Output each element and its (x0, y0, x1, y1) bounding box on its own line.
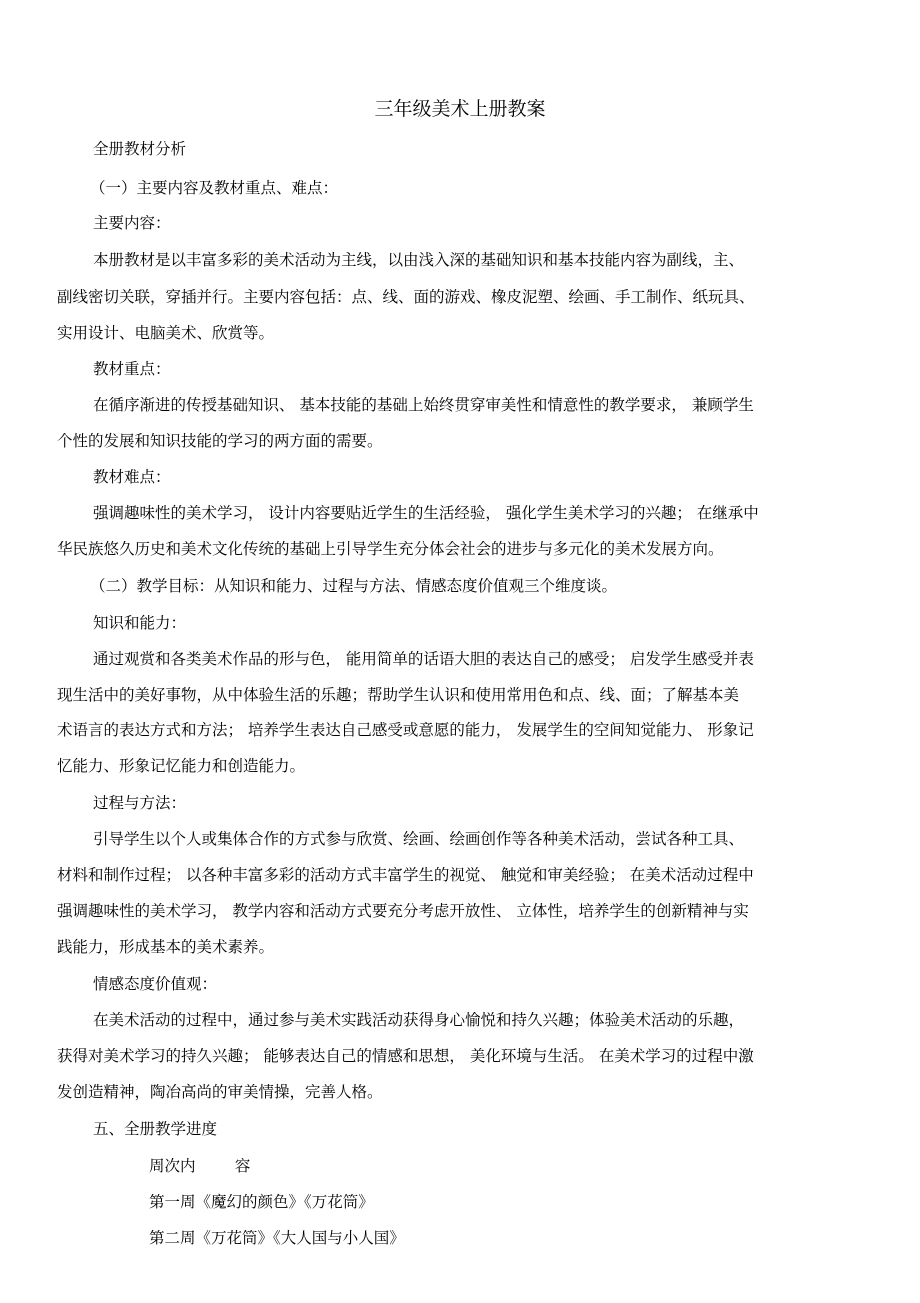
schedule-header: 周次内 容 (149, 1157, 251, 1175)
subheading: 情感态度价值观： (93, 975, 218, 993)
paragraph-line: 发创造精神，陶冶高尚的审美情操，完善人格。 (57, 1083, 383, 1101)
paragraph-line: 通过观赏和各类美术作品的形与色， 能用简单的话语大胆的表达自己的感受； 启发学生感受并表 (93, 650, 754, 668)
paragraph-line: 强调趣味性的美术学习， 设计内容要贴近学生的生活经验， 强化学生美术学习的兴趣； 在继承中 (93, 504, 759, 522)
paragraph-line: 强调趣味性的美术学习， 教学内容和活动方式要充分考虑开放性、 立体性，培养学生的创新精神与实 (57, 902, 749, 920)
paragraph-line: 副线密切关联，穿插并行。主要内容包括：点、线、面的游戏、橡皮泥塑、绘画、手工制作、纸玩具、 (57, 288, 755, 306)
paragraph-line: 术语言的表达方式和方法； 培养学生表达自己感受或意愿的能力， 发展学生的空间知觉能力、 形象记 (57, 721, 754, 739)
paragraph-line: 材料和制作过程； 以各种丰富多彩的活动方式丰富学生的视觉、 触觉和审美经验； 在美术活动过程中 (57, 866, 754, 884)
document-title: 三年级美术上册教案 (374, 98, 546, 120)
subheading: 主要内容： (93, 214, 171, 232)
paragraph-line: 在美术活动的过程中，通过参与美术实践活动获得身心愉悦和持久兴趣；体验美术活动的乐趣， (93, 1011, 745, 1029)
subsection-heading: （二）教学目标：从知识和能力、过程与方法、情感态度价值观三个维度谈。 (90, 577, 618, 595)
paragraph-line: 本册教材是以丰富多彩的美术活动为主线，以由浅入深的基础知识和基本技能内容为副线，主、 (93, 251, 745, 269)
paragraph-line: 获得对美术学习的持久兴趣； 能够表达自己的情感和思想， 美化环境与生活。 在美术学习的过程中激 (57, 1047, 754, 1065)
schedule-row: 第一周《魔幻的颜色》《万花筒》 (149, 1193, 374, 1211)
section-heading: 全册教材分析 (93, 140, 187, 158)
subheading: 知识和能力： (93, 614, 187, 632)
paragraph-line: 实用设计、电脑美术、欣赏等。 (57, 324, 275, 342)
paragraph-line: 在循序渐进的传授基础知识、 基本技能的基础上始终贯穿审美性和情意性的教学要求， 兼顾学生 (93, 396, 754, 414)
subheading: 过程与方法： (93, 794, 187, 812)
paragraph-line: 华民族悠久历史和美术文化传统的基础上引导学生充分体会社会的进步与多元化的美术发展方向。 (57, 540, 724, 558)
paragraph-line: 个性的发展和知识技能的学习的两方面的需要。 (57, 432, 383, 450)
subheading: 教材重点： (93, 360, 171, 378)
paragraph-line: 现生活中的美好事物，从中体验生活的乐趣；帮助学生认识和使用常用色和点、线、面；了解基本美 (57, 686, 740, 704)
paragraph-line: 引导学生以个人或集体合作的方式参与欣赏、绘画、绘画创作等各种美术活动，尝试各种工具、 (93, 830, 745, 848)
subsection-heading: （一）主要内容及教材重点、难点： (90, 179, 339, 197)
paragraph-line: 践能力，形成基本的美术素养。 (57, 938, 275, 956)
schedule-row: 第二周《万花筒》《大人国与小人国》 (149, 1229, 405, 1247)
section-heading: 五、全册教学进度 (93, 1120, 218, 1138)
paragraph-line: 忆能力、形象记忆能力和创造能力。 (57, 757, 306, 775)
subheading: 教材难点： (93, 468, 171, 486)
